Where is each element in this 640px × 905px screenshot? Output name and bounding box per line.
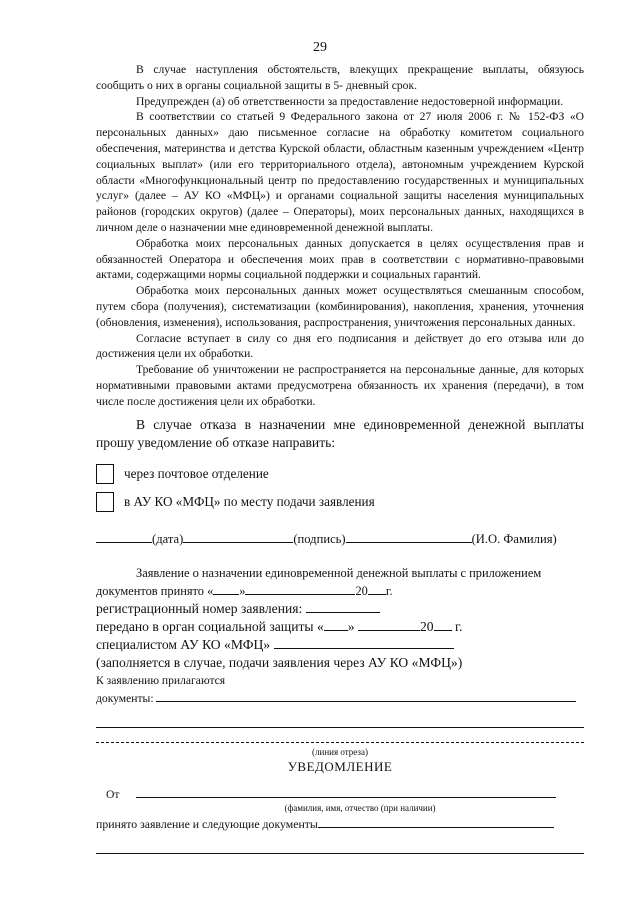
- paragraph-consent: В соответствии со статьей 9 Федерального закона от 27 июля 2006 г. № 152-ФЗ «О персональных данных» даю письменное согласие на обработку комитетом социального обеспечения, материнства и детства Курской области, областным казенным учреждением «Центр социальных выплат» (или его территориального отдела), автономным учреждением Курской области «Многофункциональный центр по предоставлению государственных и муниципальных услуг» (далее – АУ КО «МФЦ») и органами социальной защиты населения муниципальных районов (городских округов) (далее – Операторы), моих персональных данных, находящихся в личном деле о назначении мне единовременной денежной выплаты.: [96, 110, 584, 234]
- paragraph-purpose: Обработка моих персональных данных допускается в целях осуществления прав и обязанностей Оператора и обеспечения моих прав в соответствии с нормативно-правовыми актами, содержащими нормы социальной поддержки и социальных гарантий.: [96, 236, 584, 282]
- from-caption: (фамилия, имя, отчество (при наличии): [284, 802, 436, 813]
- notice-title: УВЕДОМЛЕНИЕ: [287, 759, 393, 775]
- documents-extra-line: [96, 715, 584, 728]
- from-line: От: [96, 785, 584, 803]
- specialist-field[interactable]: [274, 636, 454, 649]
- cut-line-caption: (линия отреза): [312, 747, 368, 758]
- signature-row: [96, 530, 584, 548]
- signature-caption: (подпись): [293, 531, 346, 546]
- specialist-line: специалистом АУ КО «МФЦ»: [96, 636, 584, 654]
- paragraph-validity: Согласие вступает в силу со дня его подписания и действует до его отзыва или до достижения цели их обработки.: [96, 331, 584, 361]
- refusal-text: В случае отказа в назначении мне единовременной денежной выплаты прошу уведомление об отказе направить:: [96, 416, 584, 450]
- attached-label: К заявлению прилагаются: [96, 674, 226, 688]
- from-field[interactable]: [136, 785, 556, 798]
- checkbox-mfc[interactable]: [96, 492, 114, 512]
- paragraph-warning: Предупрежден (а) об ответственности за предоставление недостоверной информации.: [136, 94, 564, 108]
- acceptance-line2: документов принято « » 20 г.: [96, 584, 393, 599]
- option-post-label: через почтовое отделение: [124, 465, 269, 481]
- option-post[interactable]: [96, 464, 584, 484]
- cut-line: [96, 738, 584, 743]
- page-number: 29: [313, 40, 327, 55]
- received-field[interactable]: [318, 815, 554, 828]
- acceptance-line1: Заявление о назначении единовременной денежной выплаты с приложением: [136, 566, 542, 581]
- name-caption: (И.О. Фамилия): [471, 531, 557, 546]
- option-mfc[interactable]: [96, 492, 584, 512]
- received-extra-line: [96, 841, 584, 854]
- option-mfc-label: в АУ КО «МФЦ» по месту подачи заявления: [124, 493, 375, 509]
- transfer-line: передано в орган социальной защиты « » 20 г.: [96, 619, 463, 635]
- documents-line: документы:: [96, 689, 584, 707]
- documents-field[interactable]: [156, 689, 576, 702]
- acceptance-note: (заполняется в случае, подачи заявления через АУ КО «МФЦ»): [96, 655, 463, 671]
- reg-number-field[interactable]: [306, 600, 380, 613]
- acceptance-block: [96, 565, 584, 728]
- paragraph-destruction: Требование об уничтожении не распространяется на персональные данные, для которых нормативными правовыми актами предусмотрена обязанность их хранения (передачи), в том числе после достижения цели их обработки.: [96, 363, 584, 408]
- received-line: принято заявление и следующие документы: [96, 815, 584, 833]
- paragraph-method: Обработка моих персональных данных может осуществляться смешанным способом, путем сбора (получения), систематизации (комбинирования), накопления, хранения, уточнения (обновления, изменения), использования, распространения, уничтожения персональных данных.: [96, 284, 584, 329]
- paragraph-obligation: В случае наступления обстоятельств, влекущих прекращение выплаты, обязуюсь сообщить о них в органы социальной защиты в 5- дневный срок.: [96, 63, 584, 92]
- document-body: [96, 62, 584, 854]
- date-caption: (дата): [152, 531, 184, 546]
- checkbox-post[interactable]: [96, 464, 114, 484]
- reg-number-line: регистрационный номер заявления:: [96, 600, 584, 618]
